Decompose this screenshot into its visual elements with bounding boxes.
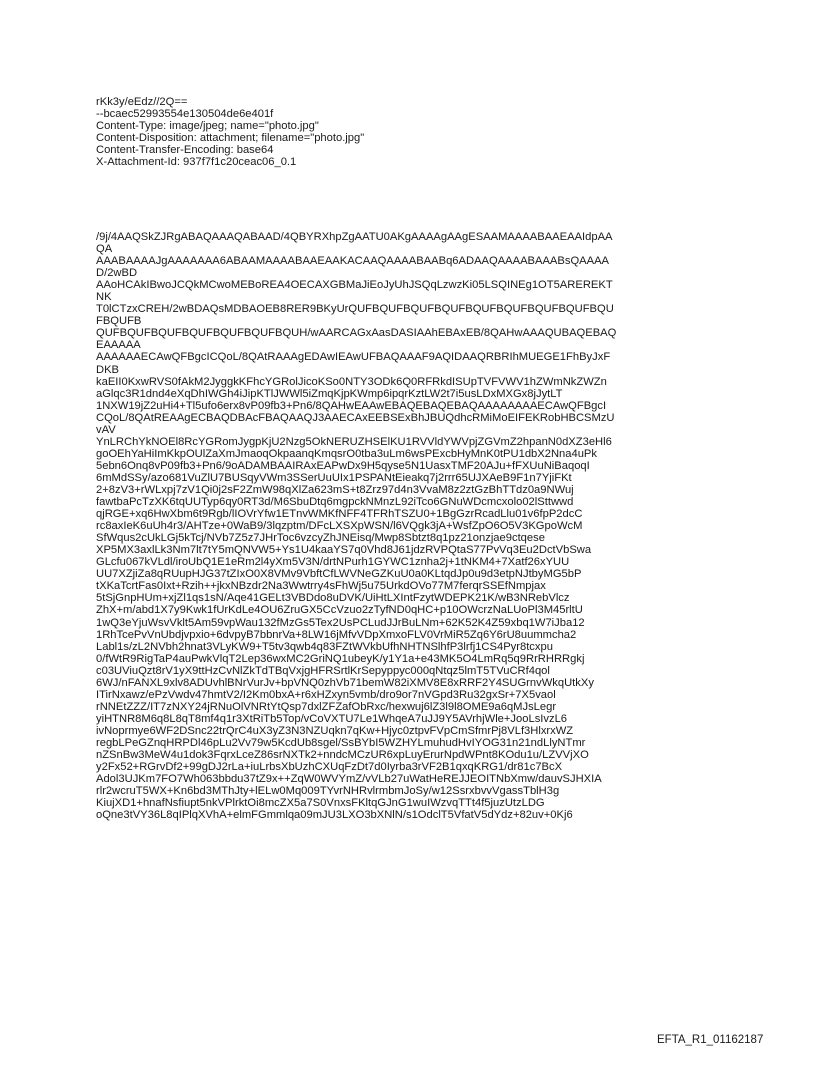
base64-line: D/2wBD <box>96 267 138 280</box>
base64-line: Adol3UJKm7FO7Wh063bbdu37tZ9x++ZqW0WVYmZ/vVLb27uWatHeREJJEOITNbXmw/dauvSJHXIA <box>96 773 602 786</box>
base64-line: ITirNxawz/ePzVwdv47hmtV2/I2Km0bxA+r6xHZxyn5vmb/dro9or7nVGpd3Ru32gxSr+7X5vaol <box>96 688 556 701</box>
base64-line: EAAAAA <box>96 339 141 352</box>
base64-line: AAoHCAkIBwoJCQkMCwoMEBoREA4OECAXGBMaJiEoJyUhJSQqLzwzKi05LSQINEg1OT5AREREKT <box>96 279 613 292</box>
base64-line: 1wQ3eYjuWsvVklt5Am59vpWau132fMzGs5Tex2UsPCLudJJrBuLNm+62K52K4Z59xbq1W7iJba12 <box>96 616 585 629</box>
base64-line: qjRGE+xq6HwXbm6t9Rgb/lIOVrYfw1ETnvWMKfNFF4TFRhTSZU0+1BgGzrRcadLlu01v6fpP2dcC <box>96 508 583 521</box>
base64-line: DKB <box>96 363 120 376</box>
base64-line: nZSnBw3MeW4u1dok3FqrxLceZ86srNXTk2+nndcMCzUR6xpLuyErurNpdWPnt8KOdu1u/LZVVjXO <box>96 749 589 762</box>
base64-line: AAABAAAAJgAAAAAAA6ABAAMAAAABAAEAAKACAAQAAAABAABq6ADAAQAAAABAAABsQAAAA <box>96 255 609 268</box>
base64-line: rNNEtZZZ/IT7zNXY24jRNuOlVNRtYtQsp7dxlZFZafObRxc/hexwuj6lZ3l9l8OME9a6qMJsLegr <box>96 700 557 713</box>
document-id-footer: EFTA_R1_01162187 <box>657 1034 764 1046</box>
email-mime-headers <box>96 96 736 168</box>
base64-line: yiHTNR8M6q8L8qT8mf4q1r3XtRiTb5Top/vCoVXTU7Le1WhqeA7uJJ9Y5AVrhjWle+JooLsIvzL6 <box>96 712 568 725</box>
base64-line: T0lCTzxCREH/2wBDAQsMDBAOEB8RER9BKyUrQUFBQUFBQUFBQUFBQUFBQUFBQUFBQUFBQU <box>96 303 614 316</box>
base64-line: QA <box>96 243 113 256</box>
base64-line: fawtbaPcTzXK6tqUUTyp6qy0RT3d/M6SbuDtq6mgpckNMnzL92iTco6GNuWDcmcxolo02lSttwwd <box>96 496 574 509</box>
header-line: X-Attachment-Id: 937f7f1c20ceac06_0.1 <box>96 156 297 169</box>
base64-line: CQoL/8QAtREAAgECBAQDBAcFBAQAAQJ3AAECAxEEBSExBhJBUQdhcRMiMoEIFEKRobHBCSMzU <box>96 411 615 424</box>
base64-line: 5tSjGnpHUm+xjZl1qs1sN/Aqe41GELt3VBDdo8uDVK/UiHtLXIntFzytWDEPK21K/wB3NRebVlcz <box>96 592 570 605</box>
base64-line: SfWqus2cUkLGj5kTcj/NVb7Z5z7JHrToc6vzcyZhJNEisq/Mwp8Sbtzt8q1pz21onzjae9ctqese <box>96 532 545 545</box>
base64-line: c03UViuQzt8rV1yX9ttHzCvNlZkTdTBqVxjgHFRSrtlKrSepyppyc000qNtqz5lmT5TVuCRf4qol <box>96 664 550 677</box>
base64-line: FBQUFB <box>96 315 142 328</box>
base64-line: AAAAAAECAwQFBgcICQoL/8QAtRAAAgEDAwIEAwUFBAQAAAF9AQIDAAQRBRIhMUEGE1FhByJxF <box>96 351 611 364</box>
base64-line: KiujXD1+hnafNsfiupt5nkVPlrktOi8mcZX5a7S0VnxsFKltqGJnG1wuIWzvqTTt4f5juzUtzLDG <box>96 797 545 810</box>
base64-line: kaEII0KxwRVS0fAkM2JyggkKFhcYGRolJicoKSo0NTY3ODk6Q0RFRkdISUpTVFVWV1hZWmNkZWZn <box>96 375 607 388</box>
header-line: Content-Type: image/jpeg; name="photo.jpg" <box>96 120 319 133</box>
base64-line: 6mMdSSy/azo681VuZlU7BUSqyVWm3SSerUuUIx1PSPANtEieakq7j2rrr65UJXAeB9F1n7YjiFKt <box>96 471 572 484</box>
base64-line: 5ebn6Onq8vP09fb3+Pn6/9oADAMBAAIRAxEAPwDx9H5qyse5N1UasxTMF20AJu+fFXUuNiBaqoqI <box>96 459 590 472</box>
base64-line: UU7XZjiZa8qRUupHJG37tZIxO0X8VMv9VbftCfLWVNeGZKuU0a0KLtqdJp0u9d3etpNJtbyMG5bP <box>96 568 582 581</box>
base64-line: 0/fWtR9RigTaP4auPwkVlqT2Lep36wxMC2GriNQ1ubeyK/y1Y1a+e43MK5O4LmRq5q9RrRHRRgkj <box>96 652 585 665</box>
base64-line: vAV <box>96 423 116 436</box>
base64-line: rlr2wcruT5WX+Kn6bd3MThJty+lELw0Mq009TYvrNHRvlrmbmJoSy/w12SsrxbvvVgassTblH3g <box>96 785 560 798</box>
base64-line: 6WJ/nFANXL9xlv8ADUvhlBNrVurJv+bpVNQ0zhVb71bemW82iXMV8E8xRRF2Y4SUGrnvWkqUtkXy <box>96 676 594 689</box>
base64-line: 1RhTcePvVnUbdjvpxio+6dvpyB7bbnrVa+8LW16jMfvVDpXmxoFLV0VrMiR5Zq6Y6rU8uummcha2 <box>96 628 577 641</box>
base64-line: aGlqc3R1dnd4eXqDhIWGh4iJipKTlJWWl5iZmqKjpKWmp6ipqrKztLW2t7i5usLDxMXGx8jJytLT <box>96 387 563 400</box>
base64-line: QUFBQUFBQUFBQUFBQUFBQUFBQUH/wAARCAGxAasDASIAAhEBAxEB/8QAHwAAAQUBAQEBAQ <box>96 327 617 340</box>
base64-line: Labl1s/zL2NVbh2hnat3VLyKW9+T5tv3qwb4q83FZtWVkbUfhNHTNSlhfP3lrfj1CS4Pyr8tcxpu <box>96 640 553 653</box>
base64-attachment-content <box>96 231 736 821</box>
base64-line: NK <box>96 291 112 304</box>
base64-line: y2Fx52+RGrvDf2+99gDJ2rLa+iuLrbsXbUzhCXUqFzDt7d0Iyrba3rVF2B1qxqKRG1/dr81c7BcX <box>96 761 563 774</box>
base64-line: ZhX+m/abd1X7y9Kwk1fUrKdLe4OU6ZruGX5CcVzuo2zTyfND0qHC+p10OWcrzNaLUoPl3M45rltU <box>96 604 583 617</box>
base64-line: regbLPeGZnqHRPDl46pLu2Vv79w5KcdUb8sgel/SsBYbI5WZHYLmuhudHvIYOG31n21ndLlyNTmr <box>96 736 586 749</box>
base64-line: tXKaTcrtFas0Ixt+Rzih++jkxNBzdr2Na3Wwtrry4sFhWj5u75UrkdOVo77M7ferqrSSEfNmpjax <box>96 580 546 593</box>
base64-line: XP5MX3axlLk3Nm7lt7tY5mQNVW5+Ys1U4kaaYS7q0Vhd8J61jdzRVPQtaS77PvVq3Eu2DctVbSwa <box>96 544 592 557</box>
base64-line: ivNoprmye6WF2DSnc22trQrC4uX3yZ3N3NZUqkn7qKw+Hjyc0ztpvFVpCmSfmrPj8VLf3HlxrxWZ <box>96 724 574 737</box>
header-line: Content-Transfer-Encoding: base64 <box>96 144 274 157</box>
base64-line: 2+8zV3+rWLxpj7zV1Qi0j2sF2ZmW98qXlZa623mS+t8Zrz97d4n3VvaM8z2ztGzBhTTdz0a9NWuj <box>96 483 574 496</box>
base64-line: YnLRChYkNOEl8RcYGRomJygpKjU2Nzg5OkNERUZHSElKU1RVVldYWVpjZGVmZ2hpanN0dXZ3eHl6 <box>96 435 612 448</box>
header-line: --bcaec52993554e130504de6e401f <box>96 108 274 121</box>
header-line: Content-Disposition: attachment; filename="photo.jpg" <box>96 132 365 145</box>
base64-line: goOEhYaHiImKkpOUlZaXmJmaoqOkpaanqKmqsrO0tba3uLm6wsPExcbHyMnK0tPU1dbX2Nna4uPk <box>96 447 597 460</box>
base64-line: oQne3tVY36L8qIPlqXVhA+elmFGmmlqa09mJU3LXO3bXNlN/s1OdclT5VfatV5dYdz+82uv+0Kj6 <box>96 809 573 822</box>
base64-line: GLcfu067kVLdl/iroUbQ1E1eRm2l4yXm5V3N/drtNPurh1GYWC1znha2j+1tNKM4+7Xatf26xYUU <box>96 556 570 569</box>
header-line: rKk3y/eEdz//2Q== <box>96 96 188 108</box>
base64-line: rc8axIeK6uUh4r3/AHTze+0WaB9/3lqzptm/DFcLXSXpWSN/l6VQgk3jA+WsfZpO6O5V3KGpoWcM <box>96 520 583 533</box>
base64-line: /9j/4AAQSkZJRgABAQAAAQABAAD/4QBYRXhpZgAATU0AKgAAAAgAAgESAAMAAAABAAEAAIdpAA <box>96 231 613 243</box>
base64-line: 1NXW19jZ2uHi4+Tl5ufo6erx8vP09fb3+Pn6/8QAHwEAAwEBAQEBAQEBAQAAAAAAAAECAwQFBgcI <box>96 399 607 412</box>
